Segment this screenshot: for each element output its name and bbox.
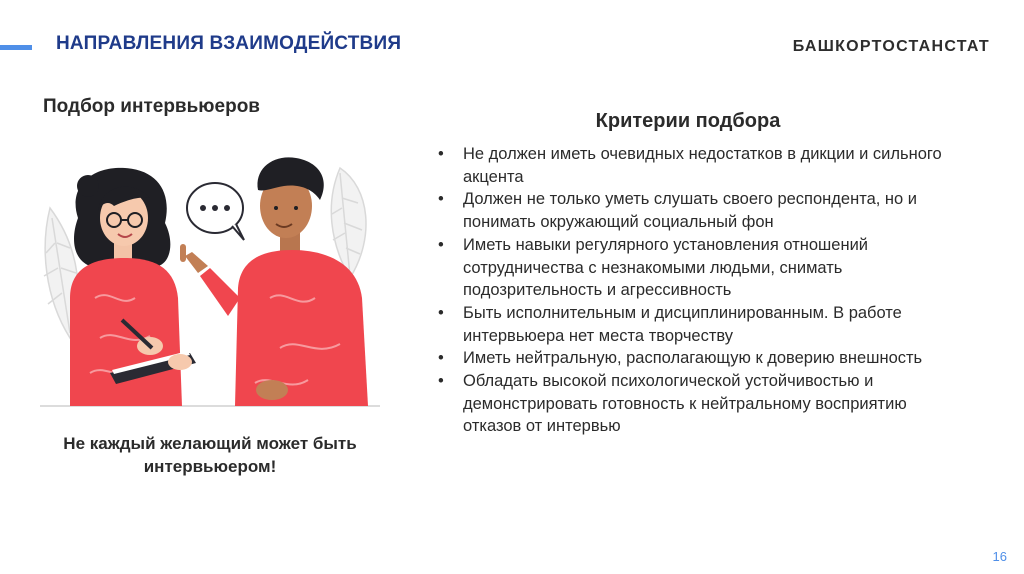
illustration-caption: Не каждый желающий может быть интервьюером! [63,434,357,476]
criteria-item: • Иметь нейтральную, располагающую к доверию внешность [438,347,958,370]
brand-logo-text: БАШКОРТОСТАНСТАТ [792,38,990,55]
criteria-item: • Обладать высокой психологической устойчивостью и демонстрировать готовность к нейтральному восприятию отказов от интервью [438,370,958,438]
header-accent-bar [0,45,32,50]
criteria-item: • Должен не только уметь слушать своего респондента, но и понимать окружающий социальный фон [438,188,958,233]
two-people-talking-illustration [40,148,380,413]
criteria-title: Критерии подбора [595,110,781,132]
woman-figure [70,168,196,406]
speech-bubble-icon [187,183,244,240]
page-number: 16 [992,549,1007,564]
section-title: Подбор интервьюеров [43,96,260,117]
criteria-item: • Иметь навыки регулярного установления отношений сотрудничества с незнакомыми людьми, снимать подозрительность и агрессивность [438,234,958,302]
page-header-title: НАПРАВЛЕНИЯ ВЗАИМОДЕЙСТВИЯ [56,33,402,54]
criteria-item: • Не должен иметь очевидных недостатков в дикции и сильного акцента [438,143,958,188]
criteria-list [438,143,958,438]
criteria-item: • Быть исполнительным и дисциплинированным. В работе интервьюера нет места творчеству [438,302,958,347]
